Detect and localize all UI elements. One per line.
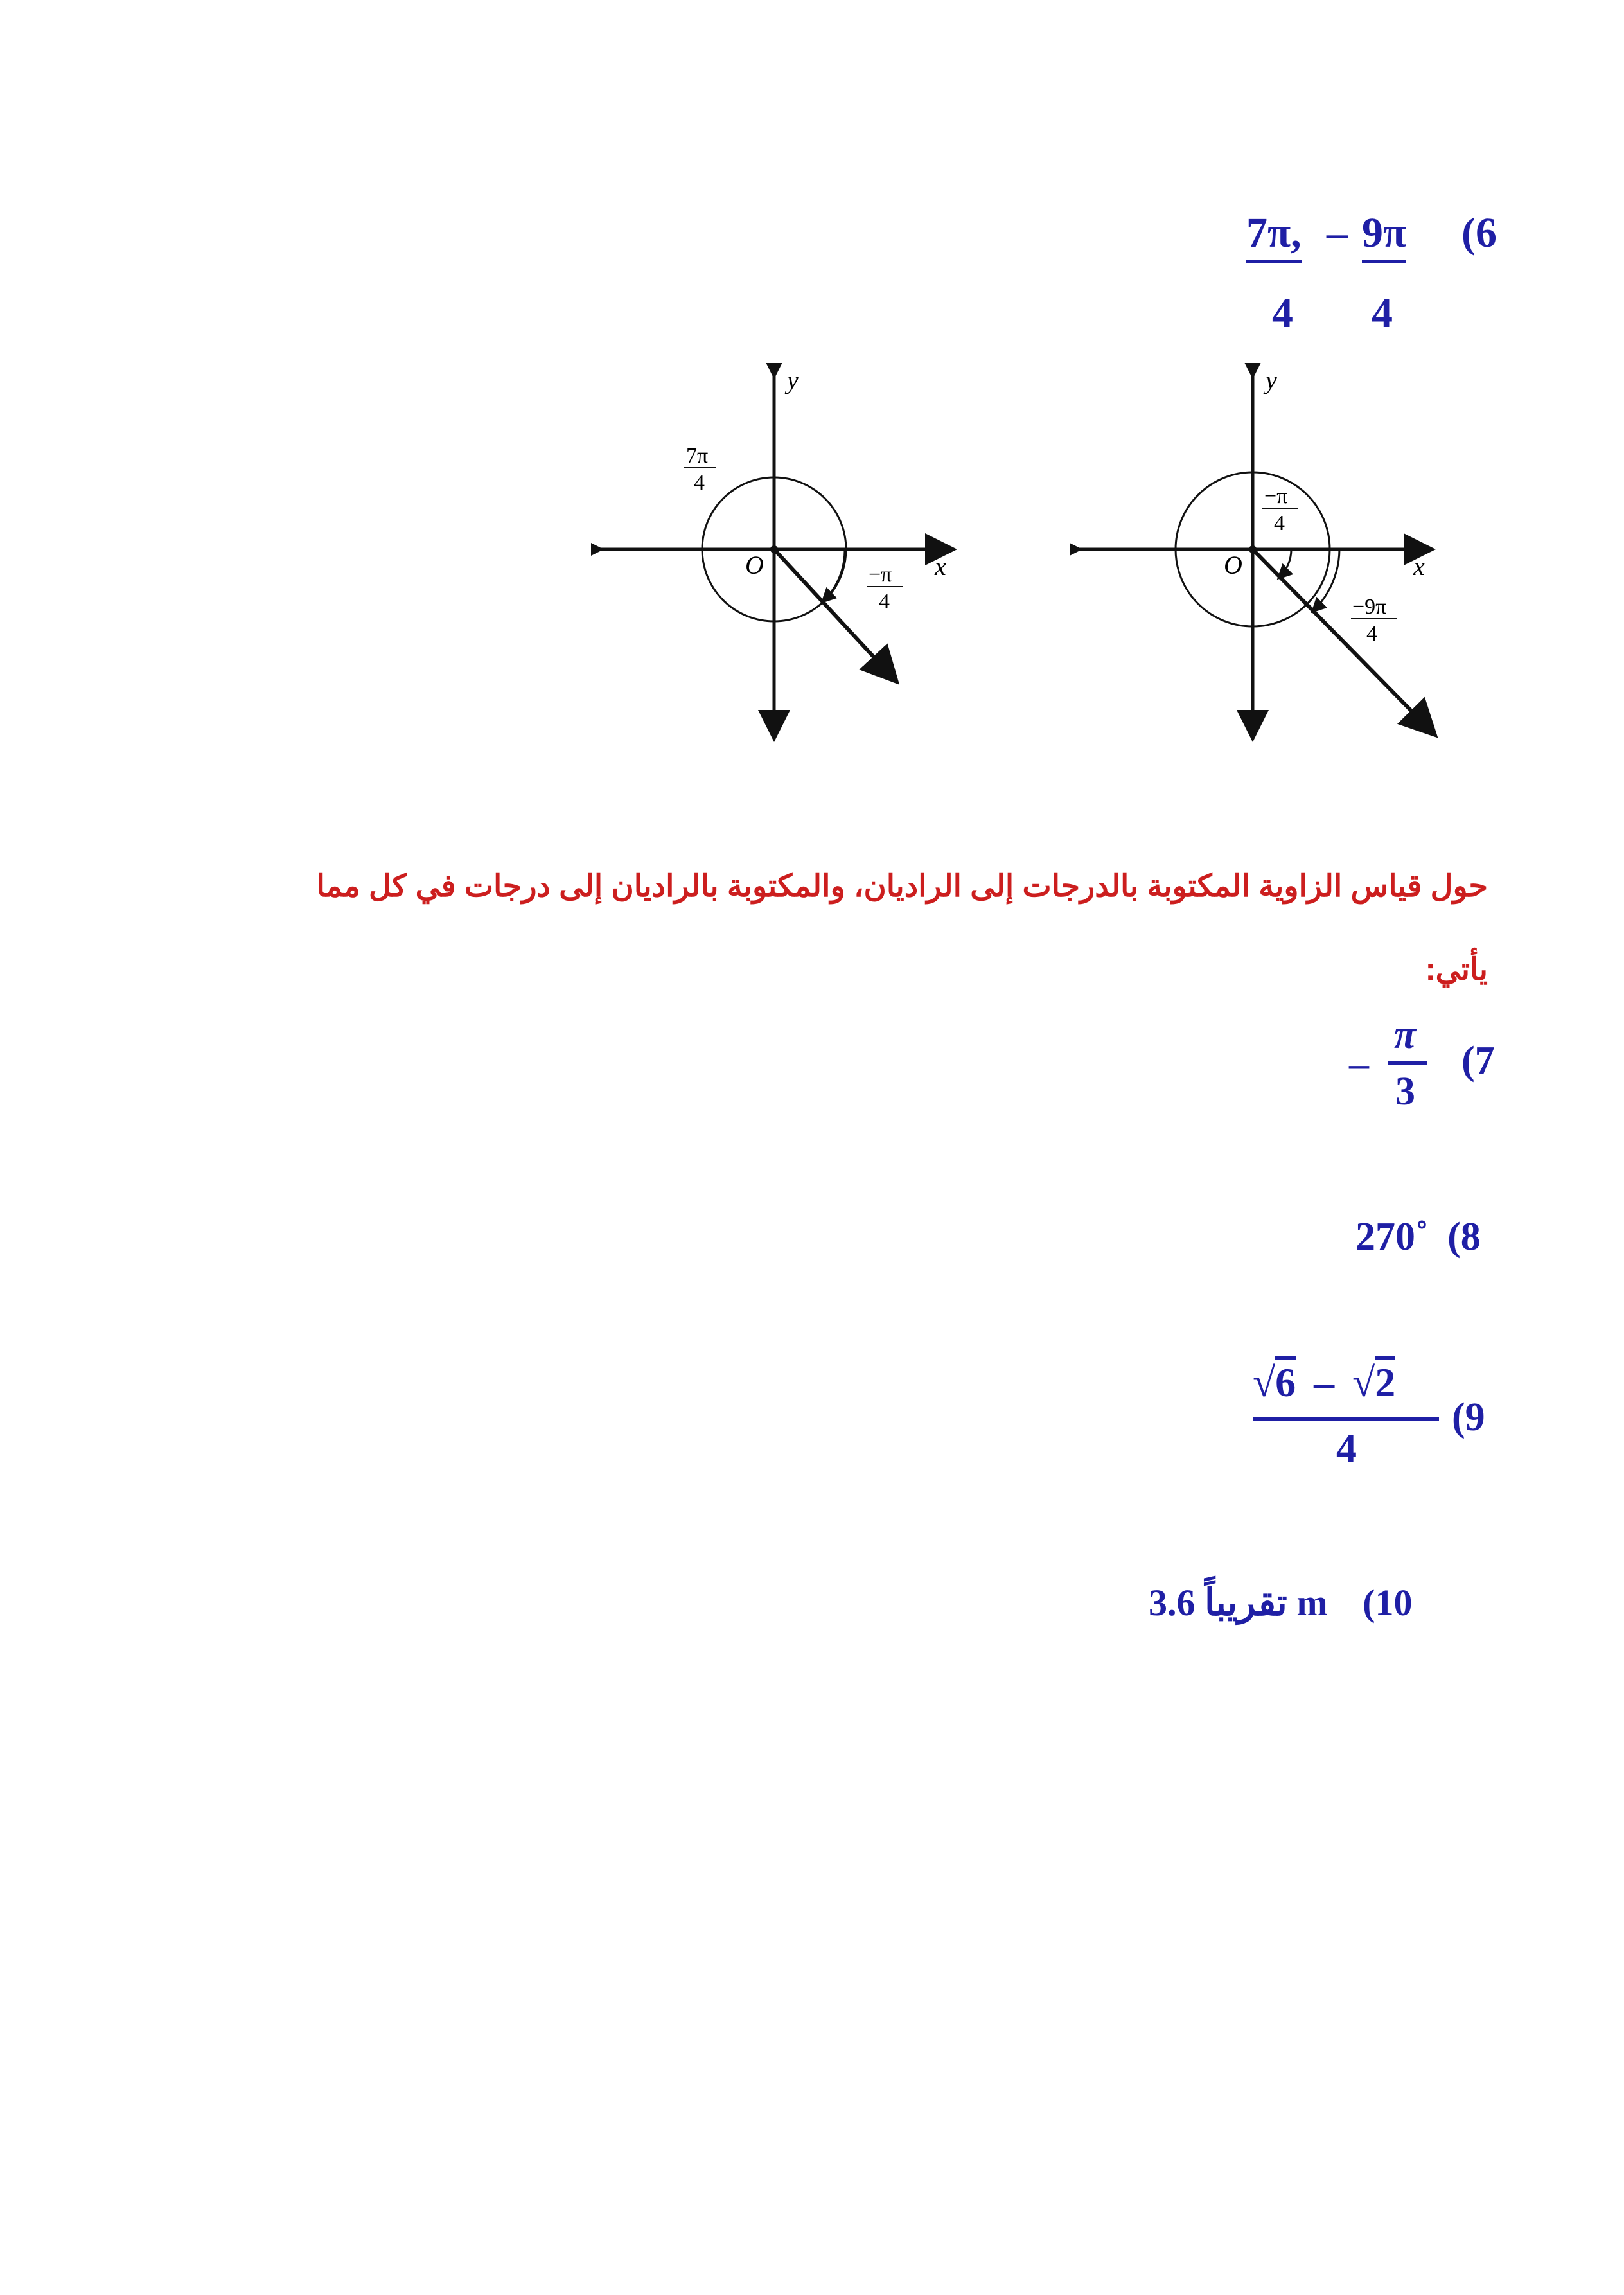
angle-top-den: 4 xyxy=(694,471,705,495)
instruction xyxy=(107,845,1488,1012)
figure-left xyxy=(591,363,964,749)
small-angle-arc xyxy=(1280,549,1291,577)
p9-numerator: √6 – √2 xyxy=(1253,1362,1395,1403)
angle-top-num: −π xyxy=(1264,484,1288,508)
p6-first-denominator: 4 xyxy=(1272,290,1293,337)
p10-value: 3.6 m xyxy=(1149,1582,1328,1624)
angle-top-num: 7π xyxy=(686,444,709,468)
p6-number: (6 xyxy=(1461,209,1497,256)
instruction-line-1: حول قياس الزاوية المكتوبة بالدرجات إلى الراديان، والمكتوبة بالراديان إلى درجات في كل مما xyxy=(316,869,1488,903)
origin-label: O xyxy=(1224,551,1242,580)
p7-numerator: π xyxy=(1394,1013,1416,1057)
angle-right-num: −9π xyxy=(1352,595,1387,619)
y-label: y xyxy=(1266,366,1277,394)
instruction-line-2: يأتي: xyxy=(1425,953,1488,987)
angle-right-num: −π xyxy=(869,563,892,587)
angle-right-den: 4 xyxy=(1366,622,1377,646)
angle-top-den: 4 xyxy=(1274,511,1285,535)
p7-sign: – xyxy=(1349,1042,1369,1086)
p7-number: (7 xyxy=(1461,1039,1495,1083)
p6-minus: – xyxy=(1327,209,1348,256)
p6-second-numerator: 9π xyxy=(1362,212,1406,263)
problem-9 xyxy=(1253,1362,1510,1491)
figure-right xyxy=(1070,363,1442,749)
x-label: x xyxy=(935,552,946,581)
large-angle-arc xyxy=(1314,549,1339,610)
p8-value: 270˚ xyxy=(1355,1215,1429,1259)
x-label: x xyxy=(1413,552,1425,581)
p6-second-denominator: 4 xyxy=(1372,290,1393,337)
angle-right-den: 4 xyxy=(879,590,890,614)
p7-denominator: 3 xyxy=(1395,1070,1415,1113)
problem-8 xyxy=(1355,1214,1481,1260)
problem-7 xyxy=(1349,1015,1510,1118)
origin-label: O xyxy=(745,551,764,580)
p9-denominator: 4 xyxy=(1336,1425,1357,1471)
p9-number: (9 xyxy=(1452,1396,1485,1439)
p6-first-numerator: 7π, xyxy=(1246,212,1302,263)
p10-word: تقريباً xyxy=(1205,1582,1287,1624)
p8-number: (8 xyxy=(1447,1215,1481,1259)
problem-10 xyxy=(1143,1581,1412,1624)
p10-number: (10 xyxy=(1363,1582,1413,1624)
y-label: y xyxy=(787,366,799,394)
problem-6 xyxy=(1246,209,1516,347)
